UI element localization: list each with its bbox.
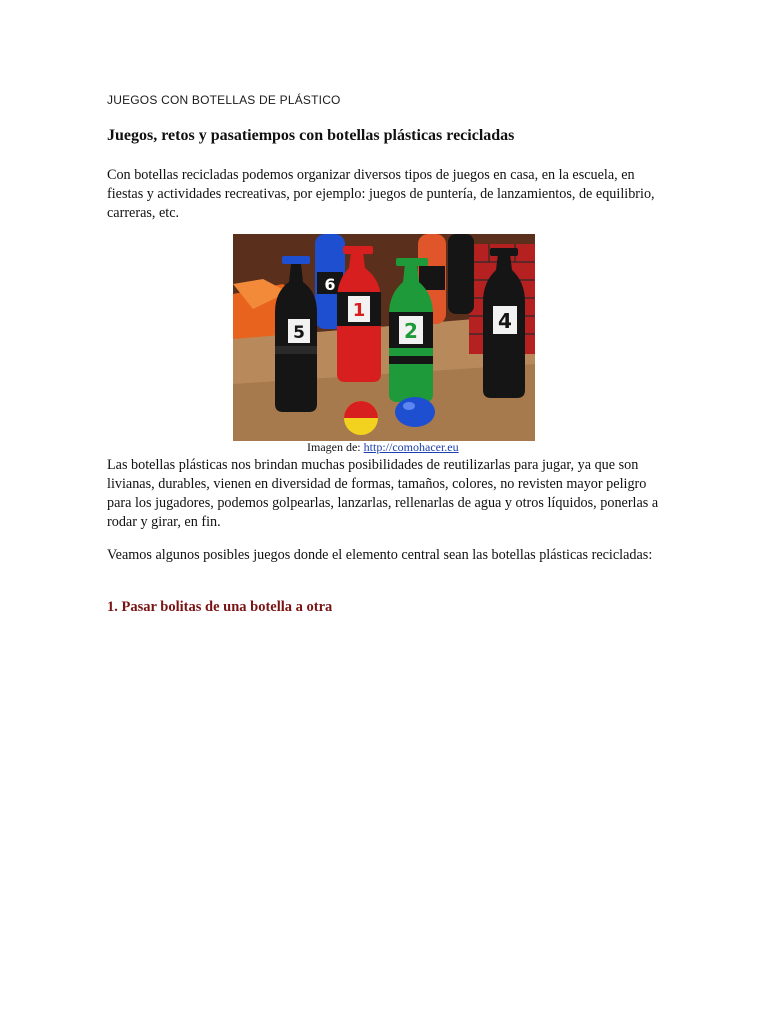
section-heading: 1. Pasar bolitas de una botella a otra (107, 599, 333, 615)
bottle-number-five: 5 (293, 323, 305, 343)
caption-source-link[interactable]: http://comohacer.eu (363, 440, 459, 454)
page-title: Juegos, retos y pasatiempos con botellas plásticas recicladas (107, 127, 515, 144)
intro-paragraph: Con botellas recicladas podemos organizar diversos tipos de juegos en casa, en la escuela, en fiestas y actividades recreativas, por ejemplo: juegos de puntería, de lanzamientos, de equilibrio, carreras, etc. (107, 167, 655, 221)
bottles-photo (233, 234, 535, 441)
bottles-illustration (233, 234, 535, 441)
image-caption (307, 440, 459, 455)
bottle-number-one: 1 (352, 300, 366, 321)
bottle-number-back-blue: 6 (324, 275, 336, 294)
lead-in-paragraph: Veamos algunos posibles juegos donde el elemento central sean las botellas plásticas recicladas: (107, 547, 653, 563)
bottle-number-four: 4 (498, 309, 512, 333)
caption-prefix: Imagen de: (307, 440, 364, 454)
bottle-number-two: 2 (404, 319, 418, 343)
document-kicker: JUEGOS CON BOTELLAS DE PLÁSTICO (107, 93, 341, 107)
benefits-paragraph: Las botellas plásticas nos brindan muchas posibilidades de reutilizarlas para jugar, ya que son livianas, durables, vienen en diversidad de formas, tamaños, colores, no revisten mayor peligro para los jugadores, podemos golpearlas, lanzarlas, rellenarlas de agua y otros líquidos, ponerlas a rodar y girar, en fin. (107, 457, 659, 530)
